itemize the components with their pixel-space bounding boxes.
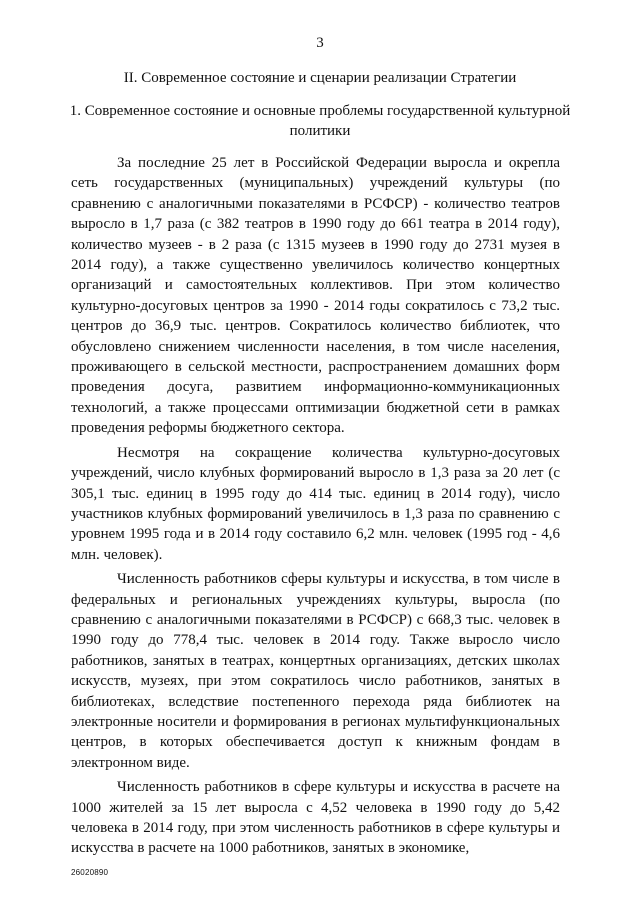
paragraph: За последние 25 лет в Российской Федерации выросла и окрепла сеть государственных (муниципальных) учреждений культуры (по сравнению с аналогичными показателями в РСФСР) - количество театров выросло в 1,7 раза (с 382 театров в 1990 году до 661 театра в 2014 году), количество музеев - в 2 раза (с 1315 музеев в 1990 году до 2731 музея в 2014 году), а также существенно увеличилось количество концертных организаций и самостоятельных коллективов. При этом количество культурно-досуговых центров за 1990 - 2014 годы сократилось с 73,2 тыс. центров до 36,9 тыс. центров. Сократилось количество библиотек, что обусловлено снижением численности населения, в том числе населения, проживающего в сельской местности, распространением домашних форм проведения досуга, развитием информационно-коммуникационных технологий, а также процессами оптимизации бюджетной сети в рамках проведения реформы бюджетного сектора. <box>71 155 560 437</box>
body-text <box>71 153 560 863</box>
paragraph: Численность работников сферы культуры и искусства, в том числе в федеральных и региональных учреждениях культуры, выросла (по сравнению с аналогичными показателями в РСФСР) с 668,3 тыс. человек в 1990 году до 778,4 тыс. человек в 2014 году. Также выросло число работников, занятых в театрах, концертных организациях, детских школах искусств, музеях, при этом сократилось число работников, занятых в библиотеках, вследствие постепенного перехода ряда библиотек на электронные носители и формирования в регионах мультифункциональных центров, в которых обеспечивается доступ к книжным фондам в электронном виде. <box>71 571 560 771</box>
paragraph: Несмотря на сокращение количества культурно-досуговых учреждений, число клубных формирований выросло в 1,3 раза за 20 лет (с 305,1 тыс. единиц в 1995 году до 414 тыс. единиц в 2014 году), число участников клубных формирований увеличилось в 1,3 раза по сравнению с уровнем 1995 года и в 2014 году составило 6,2 млн. человек (1995 год - 4,6 млн. человек). <box>71 444 560 563</box>
page-number: 3 <box>316 35 324 51</box>
paragraph: Численность работников в сфере культуры и искусства в расчете на 1000 жителей за 15 лет выросла с 4,52 человека в 1990 году до 5,42 человека в 2014 году, при этом численность работников в сфере культуры и искусства в расчете на 1000 работников, занятых в экономике, <box>71 779 560 857</box>
subsection-title: 1. Современное состояние и основные проблемы государственной культурной политики <box>69 103 571 139</box>
section-title: II. Современное состояние и сценарии реализации Стратегии <box>123 70 517 86</box>
document-code: 26020890 <box>71 868 109 877</box>
